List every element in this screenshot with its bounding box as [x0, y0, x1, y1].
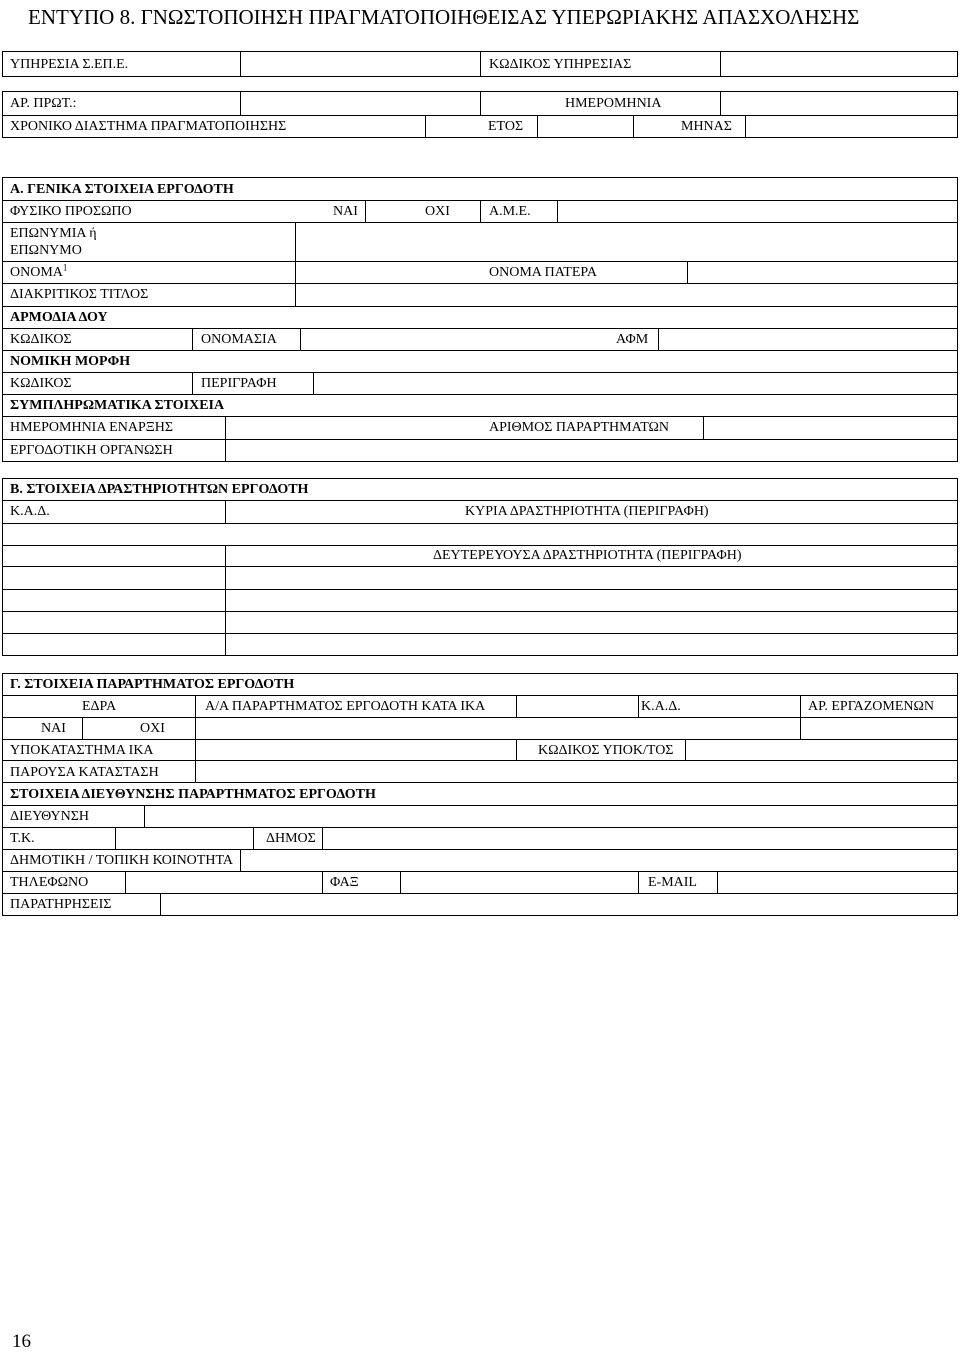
employees-label: ΑΡ. ΕΡΓΑΖΟΜΕΝΩΝ [808, 699, 935, 714]
month-label: ΜΗΝΑΣ [681, 119, 732, 134]
ame-label: Α.Μ.Ε. [489, 204, 531, 219]
section-b-title: Β. ΣΤΟΙΧΕΙΑ ΔΡΑΣΤΗΡΙΟΤΗΤΩΝ ΕΡΓΟΔΟΤΗ [10, 482, 309, 497]
branch-no-label: Α/Α ΠΑΡΑΡΤΗΜΑΤΟΣ ΕΡΓΟΔΟΤΗ ΚΑΤΑ ΙΚΑ [205, 699, 486, 714]
address-section-heading: ΣΤΟΙΧΕΙΑ ΔΙΕΥΘΥΝΣΗΣ ΠΑΡΑΡΤΗΜΑΤΟΣ ΕΡΓΟΔΟΤΗ [10, 787, 376, 802]
email-label: E-MAIL [648, 875, 697, 890]
status-label: ΠΑΡΟΥΣΑ ΚΑΤΑΣΤΑΣΗ [10, 765, 159, 780]
form-title: ΕΝΤΥΠΟ 8. ΓΝΩΣΤΟΠΟΙΗΣΗ ΠΡΑΓΜΑΤΟΠΟΙΗΘΕΙΣΑΣ ΥΠΕΡΩΡΙΑΚΗΣ ΑΠΑΣΧΟΛΗΣΗΣ [28, 5, 860, 29]
ika-branch-label: ΥΠΟΚΑΤΑΣΤΗΜΑ ΙΚΑ [10, 743, 154, 758]
service-label: ΥΠΗΡΕΣΙΑ Σ.ΕΠ.Ε. [10, 57, 129, 72]
section-a-title: Α. ΓΕΝΙΚΑ ΣΤΟΙΧΕΙΑ ΕΡΓΟΔΟΤΗ [10, 182, 234, 197]
page-number: 16 [12, 1331, 31, 1352]
year-label: ΕΤΟΣ [488, 119, 524, 134]
distinctive-title-label: ΔΙΑΚΡΙΤΙΚΟΣ ΤΙΤΛΟΣ [10, 287, 149, 302]
fax-label: ΦΑΞ [330, 875, 359, 890]
main-activity-label: ΚΥΡΙΑ ΔΡΑΣΤΗΡΙΟΤΗΤΑ (ΠΕΡΙΓΡΑΦΗ) [465, 504, 709, 519]
postcode-label: Τ.Κ. [10, 831, 35, 846]
tax-office-name-label: ΟΝΟΜΑΣΙΑ [201, 332, 277, 347]
period-label: ΧΡΟΝΙΚΟ ΔΙΑΣΤΗΜΑ ΠΡΑΓΜΑΤΟΠΟΙΗΣΗΣ [10, 119, 287, 134]
service-code-label: ΚΩΔΙΚΟΣ ΥΠΗΡΕΣΙΑΣ [489, 57, 632, 72]
kad-label: Κ.Α.Δ. [10, 504, 50, 519]
company-name-label-2: ΕΠΩΝΥΜΟ [10, 243, 82, 258]
natural-person-yes[interactable]: ΝΑΙ [333, 204, 358, 219]
protocol-label: ΑΡ. ΠΡΩΤ.: [10, 96, 77, 111]
father-name-label: ΟΝΟΜΑ ΠΑΤΕΡΑ [489, 265, 598, 280]
start-date-label: ΗΜΕΡΟΜΗΝΙΑ ΕΝΑΡΞΗΣ [10, 420, 173, 435]
municipality-label: ΔΗΜΟΣ [266, 831, 316, 846]
first-name-label [10, 262, 68, 281]
tax-office-heading: ΑΡΜΟΔΙΑ ΔΟΥ [10, 310, 108, 325]
legal-form-heading: ΝΟΜΙΚΗ ΜΟΡΦΗ [10, 354, 131, 369]
legal-form-code-label: ΚΩΔΙΚΟΣ [10, 376, 72, 391]
phone-label: ΤΗΛΕΦΩΝΟ [10, 875, 89, 890]
supplementary-heading: ΣΥΜΠΛΗΡΩΜΑΤΙΚΑ ΣΤΟΙΧΕΙΑ [10, 398, 225, 413]
branch-count-label: ΑΡΙΘΜΟΣ ΠΑΡΑΡΤΗΜΑΤΩΝ [489, 420, 670, 435]
community-label: ΔΗΜΟΤΙΚΗ / ΤΟΠΙΚΗ ΚΟΙΝΟΤΗΤΑ [10, 853, 233, 868]
remarks-label: ΠΑΡΑΤΗΡΗΣΕΙΣ [10, 897, 112, 912]
natural-person-no[interactable]: ΟΧΙ [425, 204, 450, 219]
employer-org-label: ΕΡΓΟΔΟΤΙΚΗ ΟΡΓΑΝΩΣΗ [10, 443, 173, 458]
first-name-text: ΟΝΟΜΑ [10, 265, 63, 280]
secondary-activity-label: ΔΕΥΤΕΡΕΥΟΥΣΑ ΔΡΑΣΤΗΡΙΟΤΗΤΑ (ΠΕΡΙΓΡΑΦΗ) [433, 548, 742, 563]
company-name-label-1: ΕΠΩΝΥΜΙΑ ή [10, 226, 97, 241]
seat-no[interactable]: ΟΧΙ [140, 721, 165, 736]
vat-label: ΑΦΜ [616, 332, 649, 347]
branch-kad-label: Κ.Α.Δ. [641, 699, 681, 714]
address-label: ΔΙΕΥΘΥΝΣΗ [10, 809, 89, 824]
tax-office-code-label: ΚΩΔΙΚΟΣ [10, 332, 72, 347]
sub-code-label: ΚΩΔΙΚΟΣ ΥΠΟΚ/ΤΟΣ [538, 743, 674, 758]
legal-form-description-label: ΠΕΡΙΓΡΑΦΗ [201, 376, 277, 391]
natural-person-label: ΦΥΣΙΚΟ ΠΡΟΣΩΠΟ [10, 204, 132, 219]
seat-yes[interactable]: ΝΑΙ [41, 721, 66, 736]
section-c-title: Γ. ΣΤΟΙΧΕΙΑ ΠΑΡΑΡΤΗΜΑΤΟΣ ΕΡΓΟΔΟΤΗ [10, 677, 295, 692]
first-name-footnote: 1 [62, 262, 68, 273]
seat-label: ΕΔΡΑ [82, 699, 117, 714]
date-label: ΗΜΕΡΟΜΗΝΙΑ [565, 96, 662, 111]
